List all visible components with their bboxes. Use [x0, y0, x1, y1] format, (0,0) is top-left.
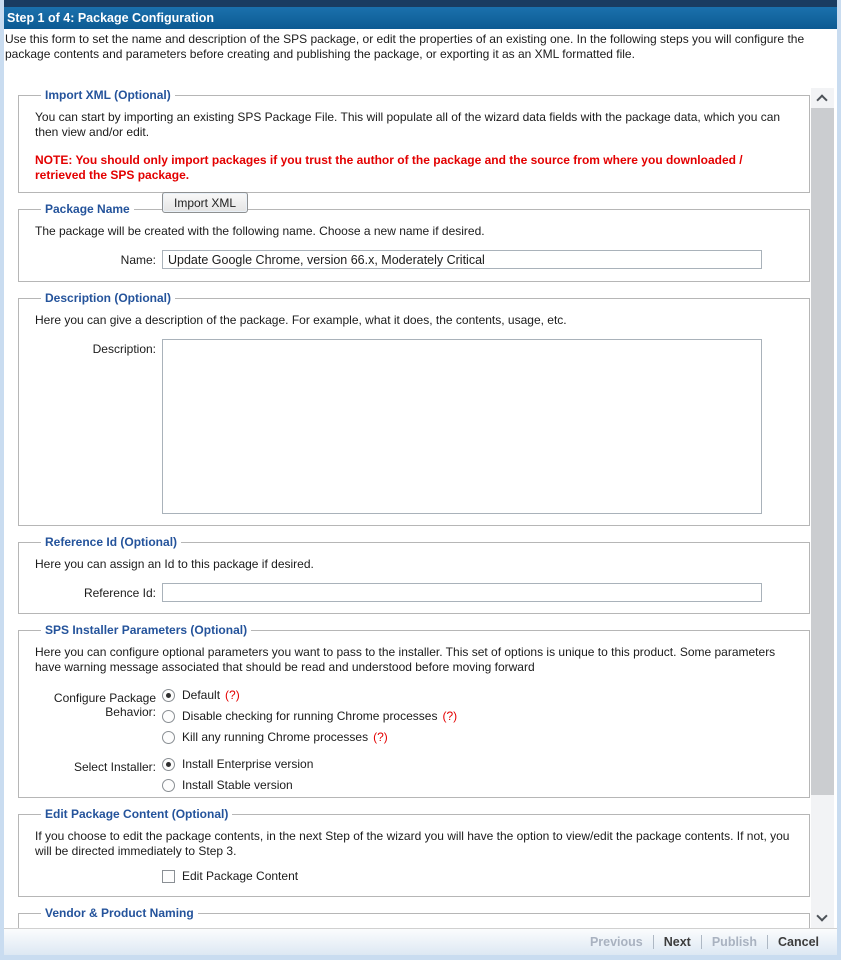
import-xml-note: NOTE: You should only import packages if you trust the author of the package and the source from where you downloaded / retrieved the SPS package. [35, 153, 743, 182]
edit-content-section [18, 807, 810, 897]
import-xml-button[interactable]: Import XML [162, 192, 248, 213]
scrollbar-thumb[interactable] [811, 108, 834, 795]
package-name-input[interactable] [162, 250, 762, 269]
top-strip [0, 0, 841, 7]
radio-icon[interactable] [162, 710, 175, 723]
chevron-down-icon [816, 910, 827, 921]
behavior-radio-group [162, 688, 457, 751]
radio-option-kill-processes[interactable]: Kill any running Chrome processes (?) [162, 730, 457, 744]
radio-option-stable[interactable]: Install Stable version [162, 778, 313, 792]
edit-content-checkbox-label: Edit Package Content [182, 869, 299, 883]
radio-option-default[interactable]: Default (?) [162, 688, 457, 702]
sps-parameters-body: Here you can configure optional parameters you want to pass to the installer. This set of options is unique to this product. Some parameters have warning message associated that should be read and understood before moving forward [35, 645, 776, 674]
radio-option-disable-check[interactable]: Disable checking for running Chrome processes (?) [162, 709, 457, 723]
radio-option-enterprise[interactable]: Install Enterprise version [162, 757, 313, 771]
description-label: Description: [92, 342, 156, 356]
help-link[interactable]: (?) [373, 730, 388, 744]
intro-text: Use this form to set the name and description of the SPS package, or edit the properties of an existing one. In the following steps you will configure the package contents and parameters before creating and publishing the package, or exporting it as an XML formatted file. [5, 32, 805, 61]
help-link[interactable]: (?) [225, 688, 240, 702]
chevron-up-icon [816, 94, 827, 105]
next-button[interactable]: Next [654, 935, 701, 949]
radio-icon[interactable] [162, 731, 175, 744]
page-title: Step 1 of 4: Package Configuration [0, 7, 841, 29]
package-name-legend: Package Name [45, 202, 130, 216]
radio-icon[interactable] [162, 758, 175, 771]
description-body: Here you can give a description of the package. For example, what it does, the contents, usage, etc. [35, 313, 567, 327]
sps-parameters-section [18, 623, 810, 798]
reference-id-legend: Reference Id (Optional) [45, 535, 178, 549]
radio-icon[interactable] [162, 779, 175, 792]
scroll-down-button[interactable] [811, 908, 834, 928]
wizard-footer [0, 928, 841, 955]
wizard-form [18, 88, 810, 928]
import-xml-legend: Import XML (Optional) [45, 88, 171, 102]
description-legend: Description (Optional) [45, 291, 171, 305]
publish-button: Publish [702, 935, 767, 949]
reference-id-section [18, 535, 810, 614]
radio-icon[interactable] [162, 689, 175, 702]
vertical-scrollbar[interactable] [811, 88, 834, 928]
edit-content-legend: Edit Package Content (Optional) [45, 807, 229, 821]
configure-behavior-label: Configure Package Behavior: [53, 691, 156, 719]
reference-id-input[interactable] [162, 583, 762, 602]
installer-radio-group [162, 757, 313, 799]
vendor-naming-section [18, 906, 810, 928]
scroll-up-button[interactable] [811, 88, 834, 108]
package-name-section [18, 202, 810, 282]
edit-content-body: If you choose to edit the package contents, in the next Step of the wizard you will have the option to view/edit the package contents. If not, you will be directed immediately to Step 3. [35, 829, 790, 858]
cancel-button[interactable]: Cancel [768, 935, 829, 949]
help-link[interactable]: (?) [442, 709, 458, 723]
previous-button: Previous [580, 935, 653, 949]
name-label: Name: [120, 252, 156, 267]
select-installer-label: Select Installer: [73, 760, 156, 774]
reference-id-label: Reference Id: [83, 585, 156, 600]
package-name-body: The package will be created with the following name. Choose a new name if desired. [35, 224, 485, 238]
vendor-naming-legend: Vendor & Product Naming [45, 906, 194, 920]
reference-id-body: Here you can assign an Id to this package if desired. [35, 557, 314, 571]
description-section [18, 291, 810, 526]
edit-content-checkbox[interactable] [162, 870, 175, 883]
description-textarea[interactable] [162, 339, 762, 514]
sps-parameters-legend: SPS Installer Parameters (Optional) [45, 623, 248, 637]
import-xml-body: You can start by importing an existing SPS Package File. This will populate all of the wizard data fields with the package data, which you can then view and/or edit. [35, 110, 781, 139]
